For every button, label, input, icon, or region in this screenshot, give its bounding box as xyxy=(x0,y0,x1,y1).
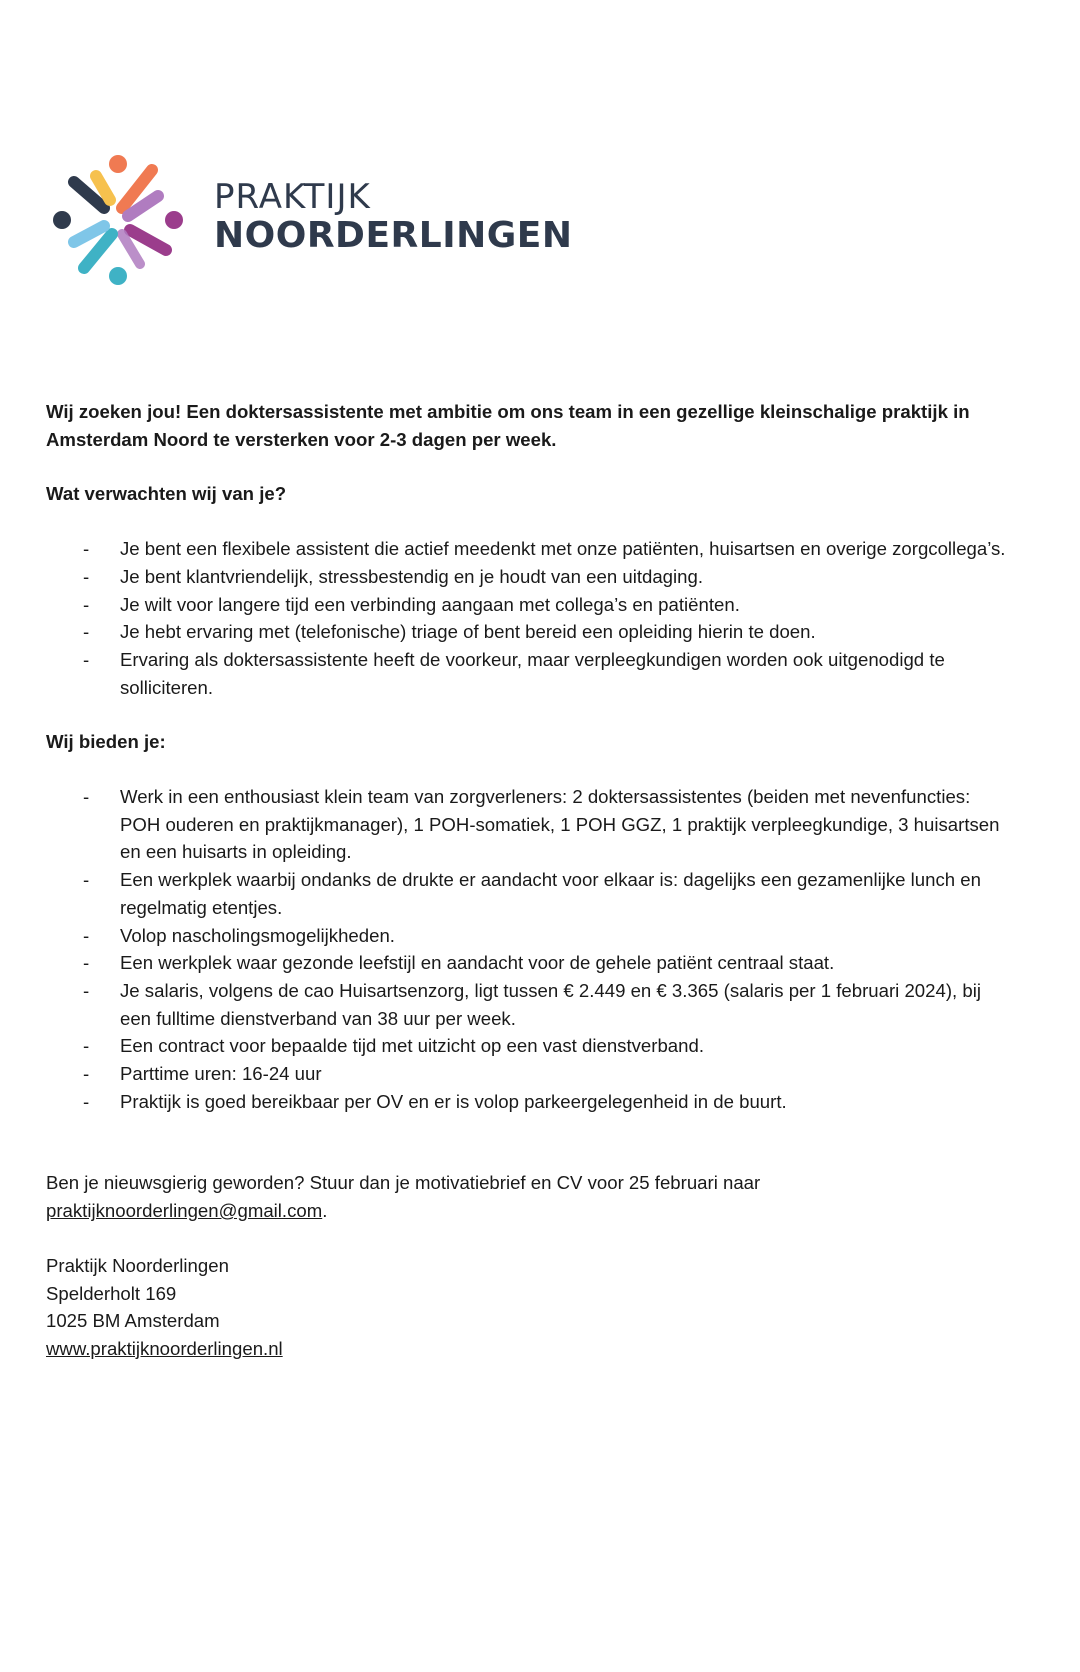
list-item-text: Je hebt ervaring met (telefonische) triage of bent bereid een opleiding hierin te doen. xyxy=(120,621,816,643)
section-heading-offer: Wij bieden je: xyxy=(46,731,166,753)
bullet-dash: - xyxy=(83,786,90,808)
list-item xyxy=(46,1060,1006,1088)
address-name: Praktijk Noorderlingen xyxy=(46,1254,229,1276)
list-item xyxy=(46,977,1006,1032)
list-item xyxy=(46,783,1006,866)
logo-wordmark xyxy=(214,177,573,256)
closing-period: . xyxy=(322,1200,328,1222)
list-item xyxy=(46,1088,1006,1116)
list-item xyxy=(46,1032,1006,1060)
email-link[interactable]: praktijknoorderlingen@gmail.com xyxy=(46,1200,323,1222)
bullet-dash: - xyxy=(83,593,90,615)
address-street: Spelderholt 169 xyxy=(46,1282,177,1304)
bullet-dash: - xyxy=(83,621,90,643)
bullet-dash: - xyxy=(83,1090,90,1112)
expectations-list xyxy=(46,535,1006,701)
list-item-text: Een contract voor bepaalde tijd met uitzicht op een vast dienstverband. xyxy=(120,1035,704,1057)
closing-text: Ben je nieuwsgierig geworden? Stuur dan je motivatiebrief en CV voor 25 februari naar xyxy=(46,1172,761,1194)
vacancy-text xyxy=(46,398,1006,1363)
spacer xyxy=(46,1142,1006,1169)
list-item xyxy=(46,618,1006,646)
bullet-dash: - xyxy=(83,1035,90,1057)
logo xyxy=(48,150,608,290)
offer-list xyxy=(46,783,1006,1115)
intro-paragraph: Wij zoeken jou! Een doktersassistente met ambitie om ons team in een gezellige kleinschalige praktijk in Amsterdam Noord te versterken voor 2-3 dagen per week. xyxy=(46,401,970,450)
list-item-text: Praktijk is goed bereikbaar per OV en er is volop parkeergelegenheid in de buurt. xyxy=(120,1090,787,1112)
bullet-dash: - xyxy=(83,869,90,891)
list-item xyxy=(46,646,1006,701)
list-item-text: Parttime uren: 16-24 uur xyxy=(120,1063,322,1085)
bullet-dash: - xyxy=(83,952,90,974)
list-item-text: Een werkplek waarbij ondanks de drukte er aandacht voor elkaar is: dagelijks een gezamenlijke lunch en regelmatig etentjes. xyxy=(120,869,981,918)
list-item xyxy=(46,866,1006,921)
list-item-text: Ervaring als doktersassistente heeft de voorkeur, maar verpleegkundigen worden ook uitgenodigd te solliciteren. xyxy=(120,648,945,698)
bullet-dash: - xyxy=(83,538,90,560)
list-item-text: Je wilt voor langere tijd een verbinding aangaan met collega’s en patiënten. xyxy=(120,593,740,615)
list-item-text: Werk in een enthousiast klein team van zorgverleners: 2 doktersassistentes (beiden met nevenfuncties: POH ouderen en praktijkmanager), 1 POH-somatiek, 1 POH GGZ, 1 praktijk verpleegkundige, 3 huisartsen en een huisarts in opleiding. xyxy=(120,786,1000,863)
list-item xyxy=(46,535,1006,563)
website-link[interactable]: www.praktijknoorderlingen.nl xyxy=(46,1337,283,1359)
list-item xyxy=(46,563,1006,591)
logo-line-2: NOORDERLINGEN xyxy=(214,215,573,256)
list-item-text: Je salaris, volgens de cao Huisartsenzorg, ligt tussen € 2.449 en € 3.365 (salaris per 1 februari 2024), bij een fulltime dienstverband van 38 uur per week. xyxy=(120,979,981,1029)
bullet-dash: - xyxy=(83,924,90,946)
bullet-dash: - xyxy=(83,1063,90,1085)
list-item-text: Volop nascholingsmogelijkheden. xyxy=(120,924,395,946)
list-item xyxy=(46,922,1006,950)
list-item-text: Een werkplek waar gezonde leefstijl en aandacht voor de gehele patiënt centraal staat. xyxy=(120,952,835,974)
list-item xyxy=(46,949,1006,977)
closing-paragraph xyxy=(46,1169,1006,1224)
bullet-dash: - xyxy=(83,979,90,1001)
address-city: 1025 BM Amsterdam xyxy=(46,1310,220,1332)
bullet-dash: - xyxy=(83,648,90,670)
list-item xyxy=(46,591,1006,619)
address-block xyxy=(46,1252,1006,1363)
praktijk-logo-icon xyxy=(48,150,188,290)
logo-line-1: PRAKTIJK xyxy=(214,177,371,217)
bullet-dash: - xyxy=(83,565,90,587)
list-item-text: Je bent klantvriendelijk, stressbestendig en je houdt van een uitdaging. xyxy=(120,565,703,587)
section-heading-expectations: Wat verwachten wij van je? xyxy=(46,483,287,505)
list-item-text: Je bent een flexibele assistent die actief meedenkt met onze patiënten, huisartsen en overige zorgcollega’s. xyxy=(120,538,1006,560)
